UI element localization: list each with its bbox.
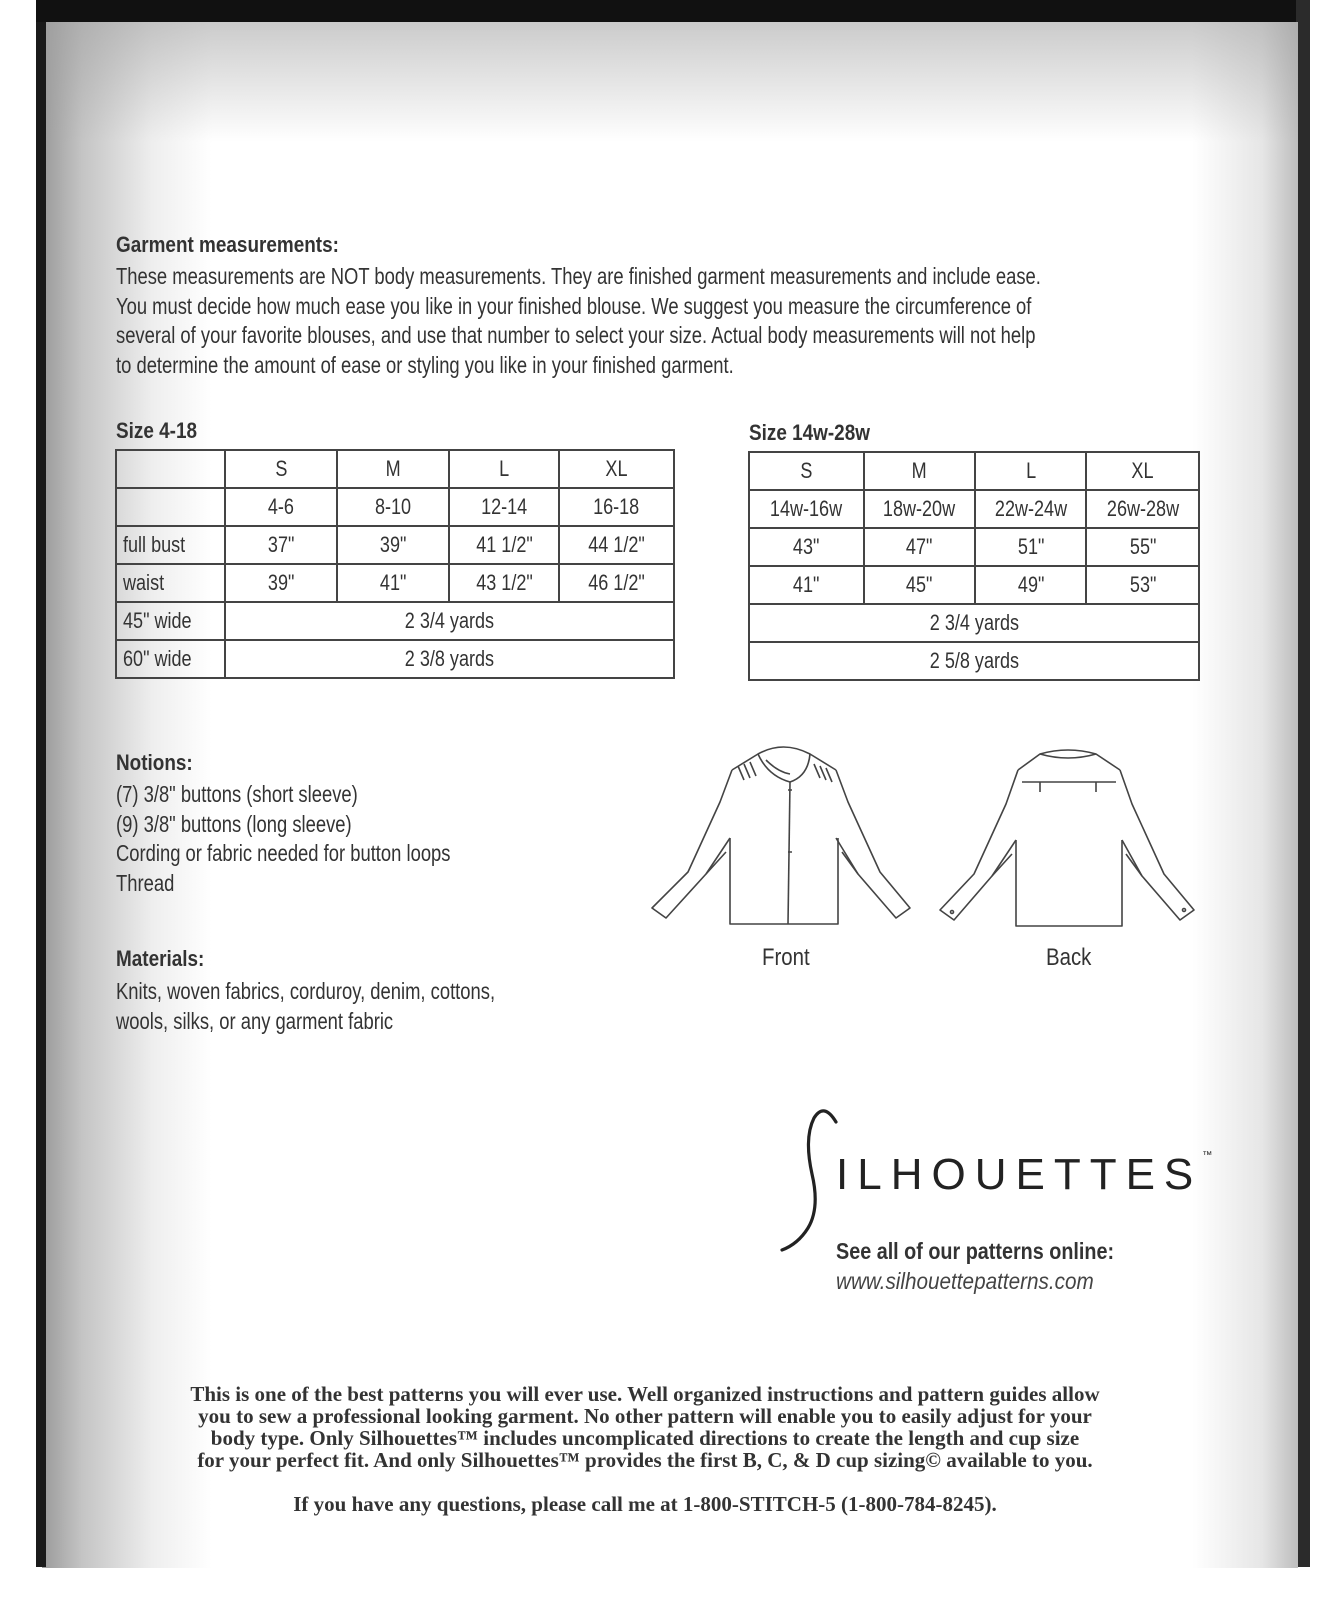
table-row — [116, 526, 674, 564]
list-item: (7) 3/8" buttons (short sleeve) — [116, 781, 358, 807]
table-row — [749, 566, 1199, 604]
table-cell: 2 3/4 yards — [749, 604, 1199, 642]
blouse-back-illustration — [936, 744, 1200, 932]
table-cell: 8-10 — [337, 488, 449, 526]
table-cell: 49" — [975, 566, 1086, 604]
scan-border-left — [36, 22, 46, 1567]
table-row — [116, 564, 674, 602]
table-cell: 53" — [1086, 566, 1199, 604]
text-line: Knits, woven fabrics, corduroy, denim, cottons, — [116, 978, 496, 1004]
size-4-18-title: Size 4-18 — [116, 418, 197, 443]
row-label: waist — [116, 564, 225, 602]
table-cell: 26w-28w — [1086, 490, 1199, 528]
table-cell: 41" — [749, 566, 864, 604]
materials-heading: Materials: — [116, 946, 205, 971]
contact-line: If you have any questions, please call me at 1-800-STITCH-5 (1-800-784-8245). — [293, 1492, 997, 1516]
blouse-front-illustration — [648, 742, 918, 932]
list-item: (9) 3/8" buttons (long sleeve) — [116, 810, 352, 837]
table-cell: 4-6 — [225, 488, 337, 526]
size-4-18-table — [115, 449, 675, 679]
silhouettes-logo — [836, 1150, 1212, 1200]
back-label: Back — [1046, 944, 1092, 971]
table-cell: XL — [1086, 452, 1199, 490]
trademark: ™ — [1202, 1150, 1213, 1161]
table-cell: S — [225, 450, 337, 488]
table-row — [116, 640, 674, 678]
table-cell: 46 1/2" — [559, 564, 674, 602]
size-14w-28w-table — [748, 451, 1200, 681]
table-cell: L — [449, 450, 559, 488]
table-cell: 43" — [749, 528, 864, 566]
materials-text — [116, 977, 495, 1036]
row-label: 60" wide — [116, 640, 225, 678]
table-cell: 18w-20w — [864, 490, 975, 528]
table-row — [749, 528, 1199, 566]
table-cell: L — [975, 452, 1086, 490]
scan-shadow — [42, 22, 1298, 142]
list-item: Thread — [116, 869, 175, 896]
table-cell — [116, 450, 225, 488]
table-row — [749, 490, 1199, 528]
table-cell — [116, 488, 225, 526]
table-row — [116, 488, 674, 526]
brand-name: ILHOUETTES — [836, 1150, 1203, 1199]
patterns-online-label: See all of our patterns online: — [836, 1238, 1115, 1264]
table-cell: 2 3/8 yards — [225, 640, 674, 678]
table-cell: 2 5/8 yards — [749, 642, 1199, 680]
table-cell: M — [864, 452, 975, 490]
notions-heading: Notions: — [116, 750, 193, 775]
table-cell: S — [749, 452, 864, 490]
text-line: wools, silks, or any garment fabric — [116, 1007, 394, 1034]
scan-border-right — [1296, 0, 1310, 1567]
table-cell: 45" — [864, 566, 975, 604]
table-cell: 39" — [225, 564, 337, 602]
list-item: Cording or fabric needed for button loops — [116, 840, 451, 866]
garment-measurements-text — [116, 262, 1041, 380]
website-url: www.silhouettepatterns.com — [836, 1268, 1094, 1294]
table-cell: 51" — [975, 528, 1086, 566]
front-label: Front — [762, 944, 810, 971]
table-cell: 41 1/2" — [449, 526, 559, 564]
text-line: to determine the amount of ease or styling you like in your finished garment. — [116, 351, 734, 378]
svg-text:S: S — [818, 1144, 819, 1145]
table-row — [749, 452, 1199, 490]
size-14w-28w-title: Size 14w-28w — [749, 420, 870, 445]
text-line: This is one of the best patterns you will ever use. Well organized instructions and pattern guides allow — [190, 1382, 1100, 1406]
table-cell: 12-14 — [449, 488, 559, 526]
table-cell: 16-18 — [559, 488, 674, 526]
table-cell: 55" — [1086, 528, 1199, 566]
table-cell: 44 1/2" — [559, 526, 674, 564]
table-cell: 39" — [337, 526, 449, 564]
table-row — [116, 450, 674, 488]
table-cell: 37" — [225, 526, 337, 564]
row-label: 45" wide — [116, 602, 225, 640]
table-cell: 47" — [864, 528, 975, 566]
text-line: for your perfect fit. And only Silhouettes™ provides the first B, C, & D cup sizing© available to you. — [197, 1448, 1093, 1472]
table-cell: M — [337, 450, 449, 488]
table-cell: 43 1/2" — [449, 564, 559, 602]
text-line: These measurements are NOT body measurements. They are finished garment measurements and include ease. — [116, 263, 1041, 289]
table-row — [116, 602, 674, 640]
notions-list — [116, 780, 450, 898]
row-label: full bust — [116, 526, 225, 564]
table-row — [749, 604, 1199, 642]
table-row — [749, 642, 1199, 680]
table-cell: 22w-24w — [975, 490, 1086, 528]
promo-paragraph — [120, 1383, 1170, 1471]
table-cell: XL — [559, 450, 674, 488]
text-line: you to sew a professional looking garment. No other pattern will enable you to easily adjust for your — [198, 1404, 1092, 1428]
table-cell: 14w-16w — [749, 490, 864, 528]
garment-measurements-heading: Garment measurements: — [116, 232, 339, 257]
table-cell: 41" — [337, 564, 449, 602]
table-cell: 2 3/4 yards — [225, 602, 674, 640]
text-line: You must decide how much ease you like in your finished blouse. We suggest you measure the circumference of — [116, 292, 1032, 319]
text-line: several of your favorite blouses, and use that number to select your size. Actual body measurements will not help — [116, 322, 1036, 348]
text-line: body type. Only Silhouettes™ includes uncomplicated directions to create the length and cup size — [210, 1426, 1080, 1450]
